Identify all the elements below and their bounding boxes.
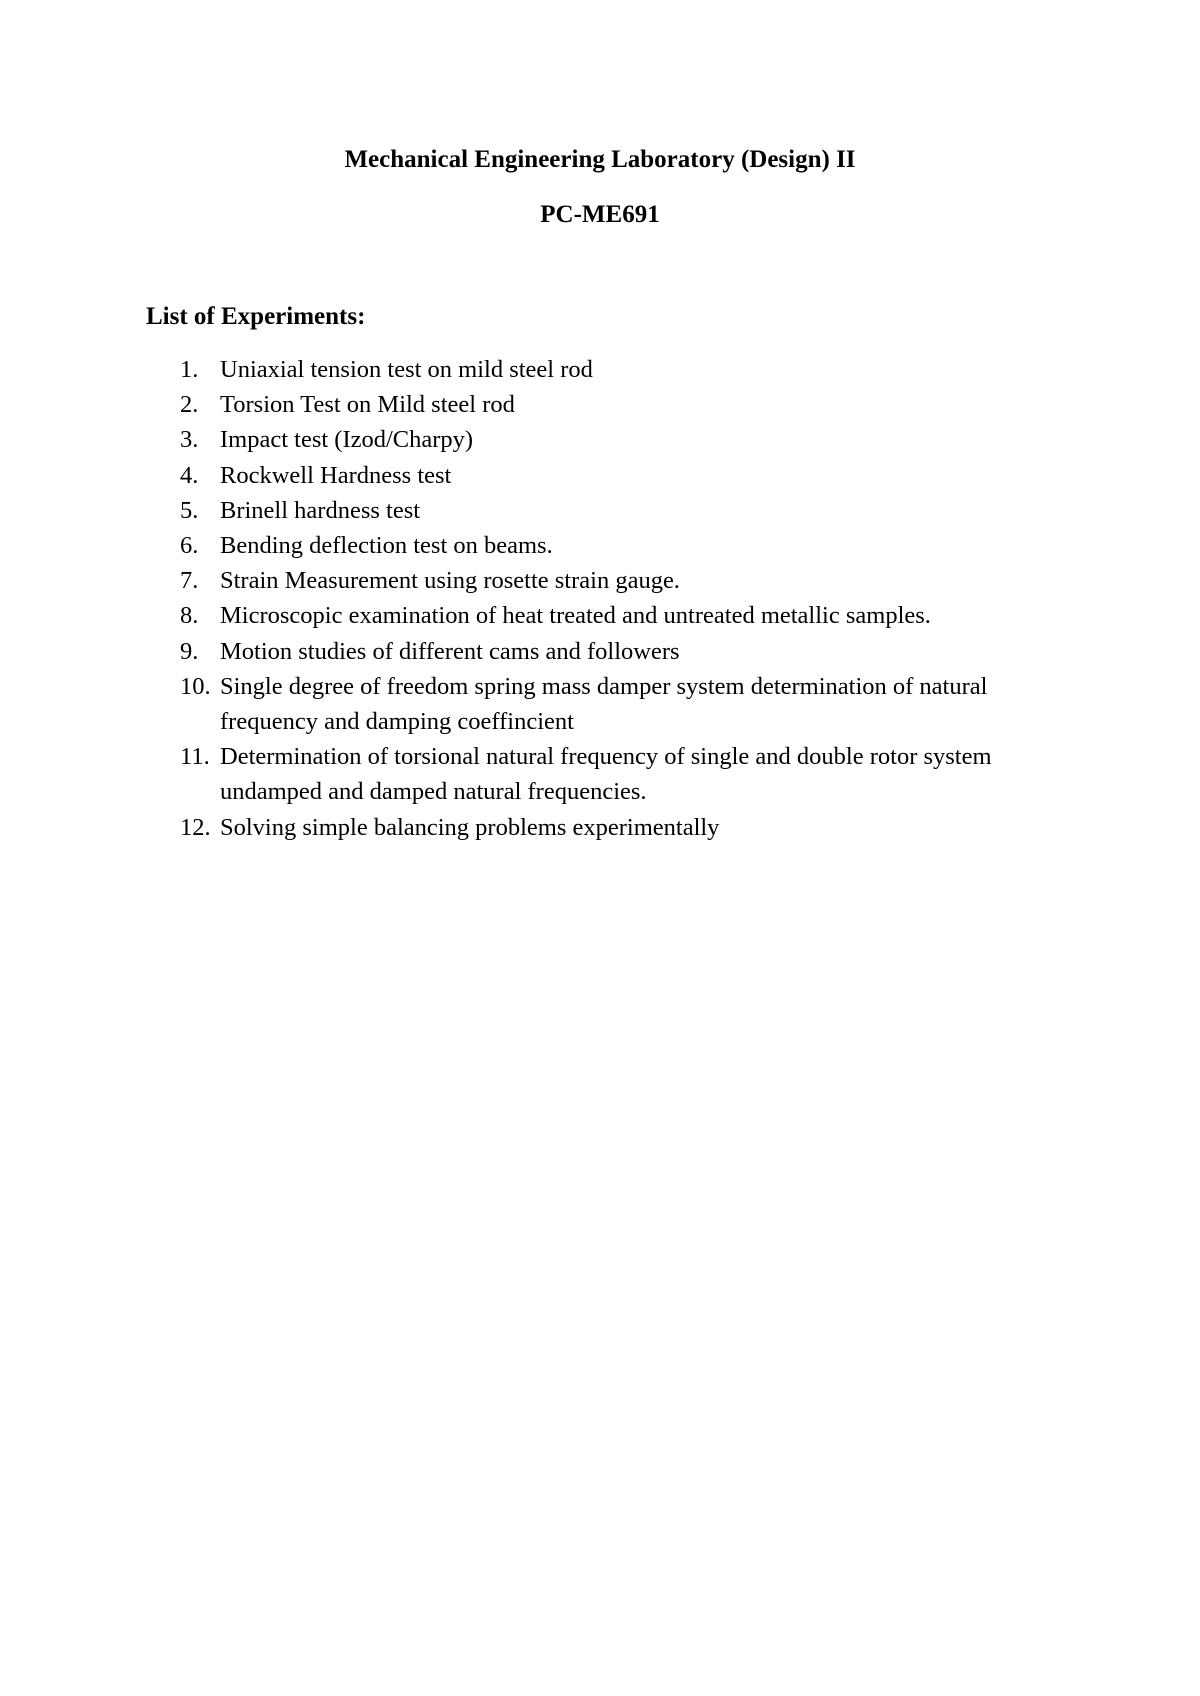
list-item-text: Impact test (Izod/Charpy) [220, 426, 474, 454]
list-item-text: Solving simple balancing problems experimentally [220, 813, 720, 841]
list-item-text: Single degree of freedom spring mass damper system determination of natural frequency and damping coeffincient [220, 672, 988, 736]
list-item [180, 458, 1060, 493]
list-item-number: 11. [180, 743, 210, 771]
list-item-number: 3. [180, 426, 199, 454]
list-item-number: 4. [180, 461, 199, 489]
list-item-number: 8. [180, 602, 199, 630]
list-item [180, 598, 1060, 633]
list-item-text: Brinell hardness test [220, 496, 421, 524]
list-item [180, 810, 1060, 845]
list-item [180, 493, 1060, 528]
list-item-text: Strain Measurement using rosette strain gauge. [220, 567, 680, 595]
page-title: Mechanical Engineering Laboratory (Design) II [344, 146, 856, 173]
list-item-text: Torsion Test on Mild steel rod [220, 391, 515, 419]
list-item-text: Motion studies of different cams and followers [220, 637, 680, 665]
list-item-text: Rockwell Hardness test [220, 461, 452, 489]
list-item [180, 387, 1060, 422]
list-item-number: 9. [180, 637, 199, 665]
course-code: PC-ME691 [540, 201, 660, 228]
list-item-number: 10. [180, 672, 211, 700]
list-heading: List of Experiments: [146, 303, 366, 330]
list-item-number: 6. [180, 532, 199, 560]
list-item-number: 7. [180, 567, 199, 595]
list-item-text: Bending deflection test on beams. [220, 532, 553, 560]
list-item [180, 739, 1060, 809]
list-item [180, 352, 1060, 387]
list-item [180, 563, 1060, 598]
list-item-number: 2. [180, 391, 199, 419]
list-item-text: Determination of torsional natural frequency of single and double rotor system undamped and damped natural frequencies. [220, 743, 992, 806]
experiment-list [180, 352, 1060, 845]
list-item-number: 1. [180, 356, 199, 383]
list-item-number: 12. [180, 813, 211, 841]
list-item [180, 422, 1060, 457]
list-item [180, 669, 1060, 739]
list-item-text: Uniaxial tension test on mild steel rod [220, 356, 593, 383]
list-item-text: Microscopic examination of heat treated and untreated metallic samples. [220, 602, 931, 630]
list-item [180, 634, 1060, 669]
list-item-number: 5. [180, 496, 199, 524]
list-item [180, 528, 1060, 563]
